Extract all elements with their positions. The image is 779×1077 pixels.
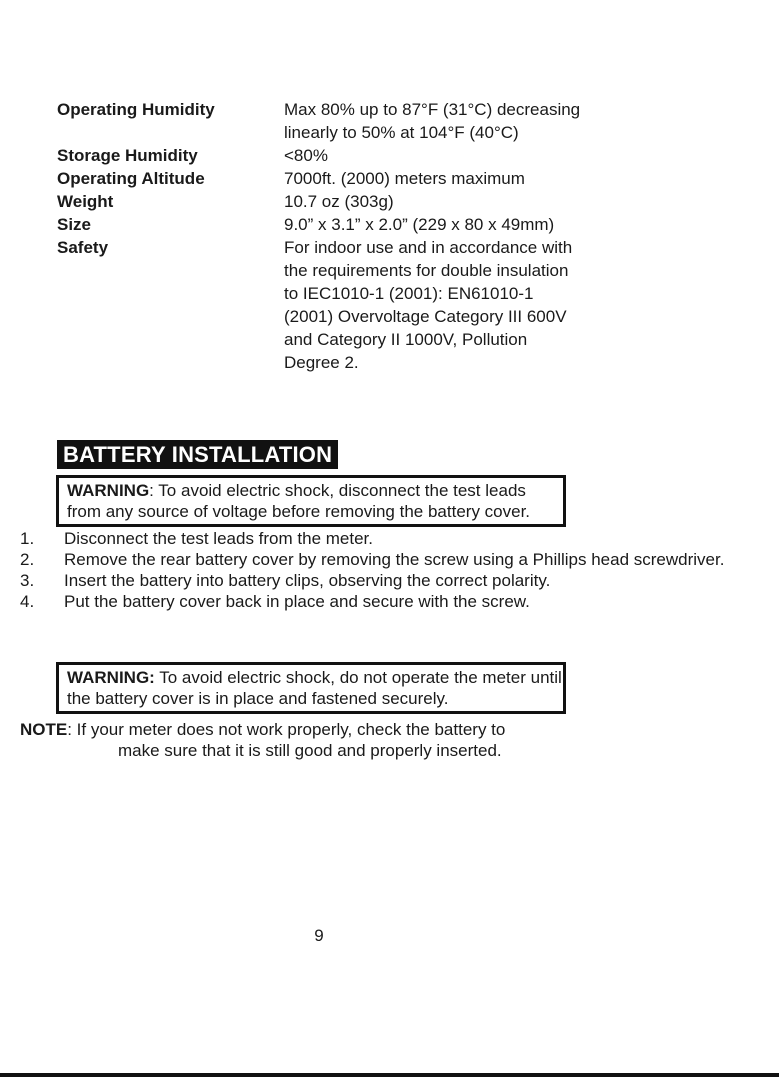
note-text-rest: make sure that it is still good and properly inserted. bbox=[118, 741, 502, 760]
step-text: Remove the rear battery cover by removing the screw using a Phillips head screwdriver. bbox=[64, 550, 725, 569]
list-item bbox=[20, 528, 760, 549]
step-text: Put the battery cover back in place and secure with the screw. bbox=[64, 592, 530, 611]
spec-label: Weight bbox=[57, 192, 114, 211]
installation-steps bbox=[20, 528, 760, 612]
spec-label: Safety bbox=[57, 238, 109, 257]
list-item bbox=[20, 549, 760, 570]
warning-text: To avoid electric shock, do not operate the meter until the battery cover is in place and fastened securely. bbox=[67, 668, 562, 708]
specifications-table bbox=[57, 98, 777, 374]
spec-value: <80% bbox=[284, 146, 328, 165]
step-text: Insert the battery into battery clips, observing the correct polarity. bbox=[64, 571, 551, 590]
spec-row-operating-humidity bbox=[57, 98, 777, 144]
page-number: 9 bbox=[314, 926, 324, 945]
spec-row-weight bbox=[57, 190, 777, 213]
warning-box-disconnect bbox=[56, 475, 566, 527]
section-heading: BATTERY INSTALLATION bbox=[57, 440, 338, 469]
warning-label: WARNING: bbox=[67, 668, 155, 687]
step-number: 2. bbox=[20, 550, 35, 569]
warning-label: WARNING bbox=[67, 481, 150, 500]
step-text: Disconnect the test leads from the meter. bbox=[64, 529, 373, 548]
spec-value: 9.0” x 3.1” x 2.0” (229 x 80 x 49mm) bbox=[284, 215, 555, 234]
note-text-first: : If your meter does not work properly, check the battery to bbox=[67, 720, 506, 739]
bottom-divider bbox=[0, 1073, 779, 1077]
note-label: NOTE bbox=[20, 720, 68, 739]
step-number: 4. bbox=[20, 592, 35, 611]
spec-value: Max 80% up to 87°F (31°C) decreasing linearly to 50% at 104°F (40°C) bbox=[284, 100, 581, 142]
list-item bbox=[20, 570, 760, 591]
spec-row-size bbox=[57, 213, 777, 236]
list-item bbox=[20, 591, 760, 612]
step-number: 1. bbox=[20, 529, 35, 548]
spec-label: Storage Humidity bbox=[57, 146, 198, 165]
step-number: 3. bbox=[20, 571, 35, 590]
spec-value: 10.7 oz (303g) bbox=[284, 192, 394, 211]
spec-label: Size bbox=[57, 215, 92, 234]
spec-row-storage-humidity bbox=[57, 144, 777, 167]
spec-row-safety bbox=[57, 236, 777, 374]
note-paragraph bbox=[20, 719, 720, 761]
spec-row-operating-altitude bbox=[57, 167, 777, 190]
warning-box-operate bbox=[56, 662, 566, 714]
warning-text: : To avoid electric shock, disconnect the test leads from any source of voltage before removing the battery cover. bbox=[67, 481, 531, 521]
spec-label: Operating Altitude bbox=[57, 169, 205, 188]
spec-label: Operating Humidity bbox=[57, 100, 215, 119]
spec-value: 7000ft. (2000) meters maximum bbox=[284, 169, 525, 188]
spec-value: For indoor use and in accordance with the requirements for double insulation to IEC1010-1 (2001): EN61010-1 (2001) Overvoltage Category III 600V and Category II 1000V, Pollution Degree 2. bbox=[284, 238, 573, 372]
